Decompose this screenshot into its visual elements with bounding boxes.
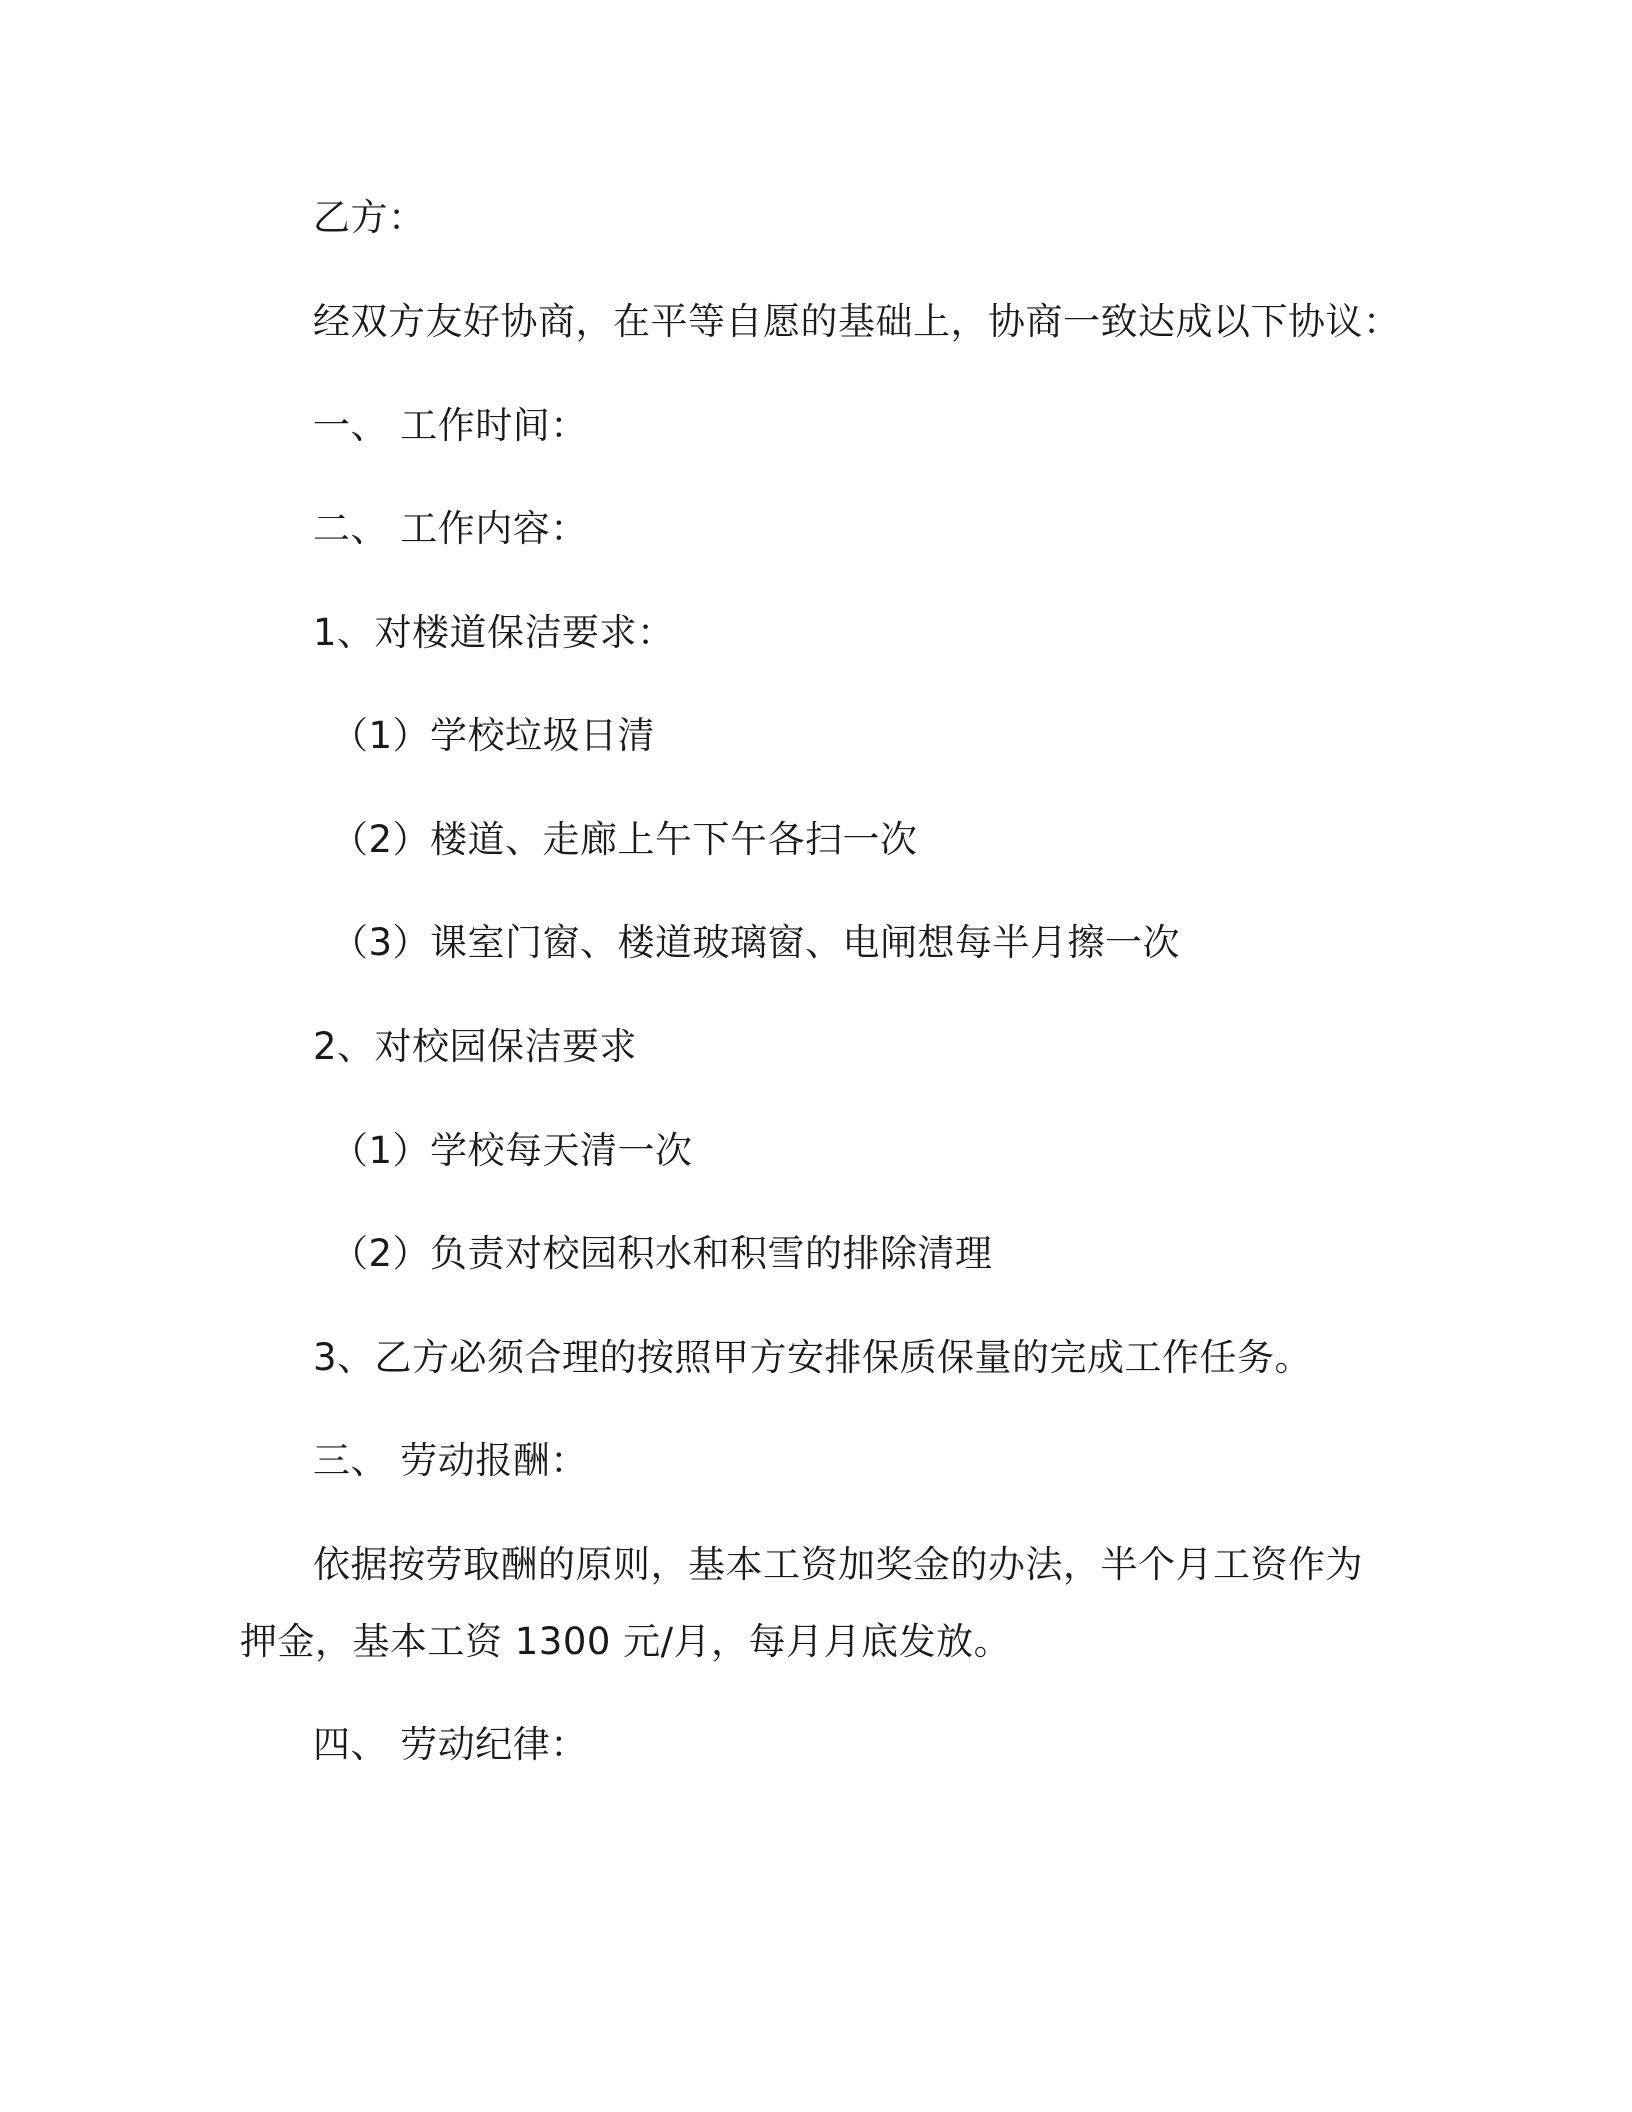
- party-b-label: 乙方：: [313, 196, 426, 239]
- sub-item: （1）学校每天清一次: [331, 1129, 693, 1172]
- intro-paragraph: 经双方友好协商，在平等自愿的基础上，协商一致达成以下协议：: [313, 300, 1401, 343]
- section-heading-discipline: 四、 劳动纪律：: [313, 1723, 588, 1766]
- item-corridor-cleaning: 1、对楼道保洁要求：: [313, 611, 675, 654]
- section-heading-remuneration: 三、 劳动报酬：: [313, 1439, 588, 1482]
- sub-item: （2）负责对校园积水和积雪的排除清理: [331, 1232, 993, 1275]
- item-task-completion: 3、乙方必须合理的按照甲方安排保质保量的完成工作任务。: [313, 1336, 1313, 1379]
- section-heading-work-content: 二、 工作内容：: [313, 507, 588, 550]
- sub-item: （1）学校垃圾日清: [331, 714, 656, 757]
- pay-paragraph-line-1: 依据按劳取酬的原则，基本工资加奖金的办法，半个月工资作为: [313, 1543, 1363, 1586]
- pay-paragraph-line-2: 押金，基本工资 1300 元/月，每月月底发放。: [240, 1620, 1012, 1663]
- sub-item: （2）楼道、走廊上午下午各扫一次: [331, 818, 918, 861]
- sub-item: （3）课室门窗、楼道玻璃窗、电闸想每半月擦一次: [331, 921, 1181, 964]
- section-heading-work-time: 一、 工作时间：: [313, 404, 588, 447]
- item-campus-cleaning: 2、对校园保洁要求: [313, 1025, 638, 1068]
